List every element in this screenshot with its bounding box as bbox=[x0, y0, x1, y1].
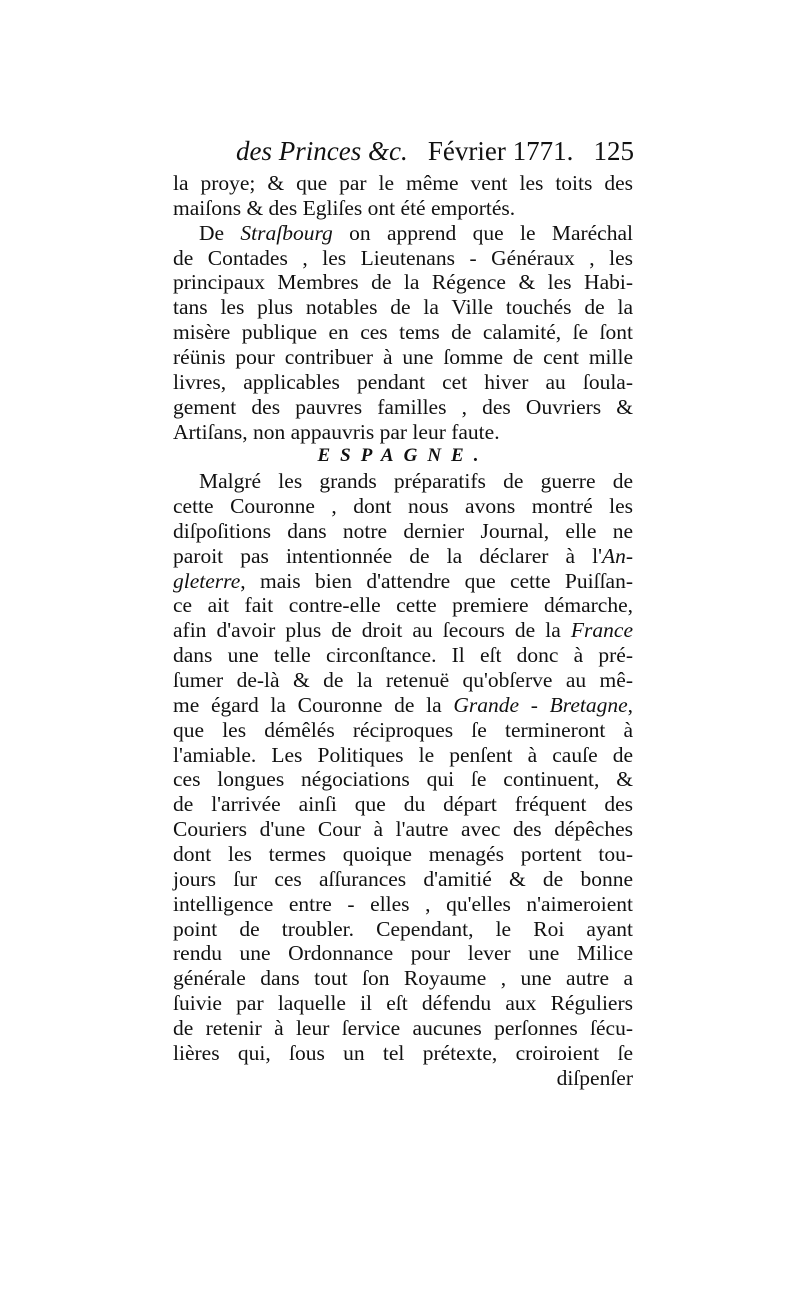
text-line bbox=[173, 817, 633, 841]
text-segment: que les démêlés réciproques ſe termineront à bbox=[173, 717, 633, 742]
text-segment: de retenir à leur ſervice aucunes perſonnes ſécu- bbox=[173, 1015, 633, 1040]
text-line bbox=[173, 618, 633, 642]
text-segment: dont les termes quoique menagés portent tou- bbox=[173, 841, 633, 866]
text-line bbox=[173, 295, 633, 319]
text-line bbox=[173, 519, 633, 543]
text-line bbox=[173, 743, 633, 767]
text-line bbox=[173, 593, 633, 617]
text-segment: afin d'avoir plus de droit au ſecours de la bbox=[173, 618, 571, 643]
text-segment: on apprend que le Maréchal bbox=[332, 220, 633, 245]
text-line bbox=[173, 171, 633, 195]
text-line bbox=[173, 370, 633, 394]
text-line bbox=[173, 544, 633, 568]
text-segment: la proye; & que par le même vent les toits des bbox=[173, 171, 633, 195]
text-segment: Couriers d'une Cour à l'autre avec des dépêches bbox=[173, 817, 633, 842]
text-segment: réünis pour contribuer à une ſomme de cent mille bbox=[173, 344, 633, 369]
text-line bbox=[173, 767, 633, 791]
text-line bbox=[173, 693, 633, 717]
text-segment: principaux Membres de la Régence & les Habi- bbox=[173, 270, 633, 295]
text-segment: Artiſans, non appauvris par leur faute. bbox=[173, 419, 500, 444]
text-segment: lières qui, ſous un tel prétexte, croiroient ſe bbox=[173, 1040, 633, 1065]
text-segment: me égard la Couronne de la bbox=[173, 692, 454, 717]
text-line bbox=[173, 718, 633, 742]
text-segment: , mais bien d'attendre que cette Puiſſan- bbox=[240, 568, 633, 593]
text-line bbox=[173, 1041, 633, 1065]
running-title: des Princes &c. bbox=[236, 136, 408, 166]
text-line bbox=[173, 966, 633, 990]
text-line bbox=[173, 1016, 633, 1040]
text-segment: dans une telle circonſtance. Il eſt donc à pré- bbox=[173, 643, 633, 668]
text-segment: ces longues négociations qui ſe continuent, & bbox=[173, 767, 633, 792]
text-line bbox=[173, 221, 633, 245]
text-line bbox=[173, 991, 633, 1015]
italic-text: An- bbox=[601, 543, 633, 568]
italic-text: Straſbourg bbox=[240, 220, 333, 245]
text-line bbox=[173, 270, 633, 294]
text-line bbox=[173, 842, 633, 866]
text-segment: ſuivie par laquelle il eſt défendu aux Réguliers bbox=[173, 991, 633, 1016]
text-segment: point de troubler. Cependant, le Roi ayant bbox=[173, 916, 633, 941]
text-segment: cette Couronne , dont nous avons montré les bbox=[173, 494, 633, 519]
text-segment: De bbox=[199, 220, 241, 245]
italic-text: gleterre bbox=[173, 568, 241, 593]
text-line bbox=[173, 469, 633, 493]
text-line bbox=[173, 345, 633, 369]
text-line bbox=[173, 917, 633, 941]
text-segment: gement des pauvres familles , des Ouvriers & bbox=[173, 394, 633, 419]
text-segment: diſpenſer bbox=[556, 1065, 633, 1090]
text-segment: diſpoſitions dans notre dernier Journal, elle ne bbox=[173, 518, 633, 543]
catchword bbox=[173, 1066, 633, 1090]
text-segment: de l'arrivée ainſi que du départ fréquent des bbox=[173, 792, 633, 817]
text-line bbox=[173, 941, 633, 965]
text-segment: tans les plus notables de la Ville touchés de la bbox=[173, 295, 633, 320]
text-segment: générale dans tout ſon Royaume , une autre a bbox=[173, 966, 633, 991]
text-segment: Malgré les grands préparatifs de guerre de bbox=[199, 469, 633, 494]
text-segment: jours ſur ces aſſurances d'amitié & de bonne bbox=[173, 866, 633, 891]
text-line bbox=[173, 320, 633, 344]
text-line bbox=[173, 420, 633, 444]
text-line bbox=[173, 494, 633, 518]
text-line bbox=[173, 892, 633, 916]
header-date: Février 1771. bbox=[427, 136, 574, 166]
italic-text: Grande - Bretagne bbox=[453, 692, 628, 717]
text-line bbox=[173, 668, 633, 692]
text-line bbox=[173, 569, 633, 593]
italic-text: France bbox=[570, 618, 633, 643]
text-line bbox=[173, 792, 633, 816]
text-line bbox=[173, 395, 633, 419]
text-segment: livres, applicables pendant cet hiver au ſoula- bbox=[173, 369, 633, 394]
text-segment: de Contades , les Lieutenans - Généraux , les bbox=[173, 245, 633, 270]
section-heading bbox=[173, 444, 633, 468]
text-segment: ESPAGNE. bbox=[317, 445, 489, 467]
text-segment: intelligence entre - elles , qu'elles n'aimeroient bbox=[173, 891, 633, 916]
text-line bbox=[173, 246, 633, 270]
text-segment: ce ait fait contre-elle cette premiere démarche, bbox=[173, 593, 633, 618]
text-segment: , bbox=[627, 692, 633, 717]
text-line bbox=[173, 643, 633, 667]
text-segment: paroit pas intentionnée de la déclarer à l' bbox=[173, 543, 602, 568]
text-segment: misère publique en ces tems de calamité, ſe ſont bbox=[173, 320, 633, 345]
text-line bbox=[173, 196, 633, 220]
running-header bbox=[236, 136, 634, 167]
text-line bbox=[173, 867, 633, 891]
text-segment: ſumer de-là & de la retenuë qu'obſerve au mê- bbox=[173, 668, 633, 692]
text-segment: rendu une Ordonnance pour lever une Milice bbox=[173, 941, 633, 966]
text-segment: maiſons & des Egliſes ont été emportés. bbox=[173, 195, 516, 220]
page-number: 125 bbox=[593, 136, 634, 166]
text-segment: l'amiable. Les Politiques le penſent à cauſe de bbox=[173, 742, 633, 767]
